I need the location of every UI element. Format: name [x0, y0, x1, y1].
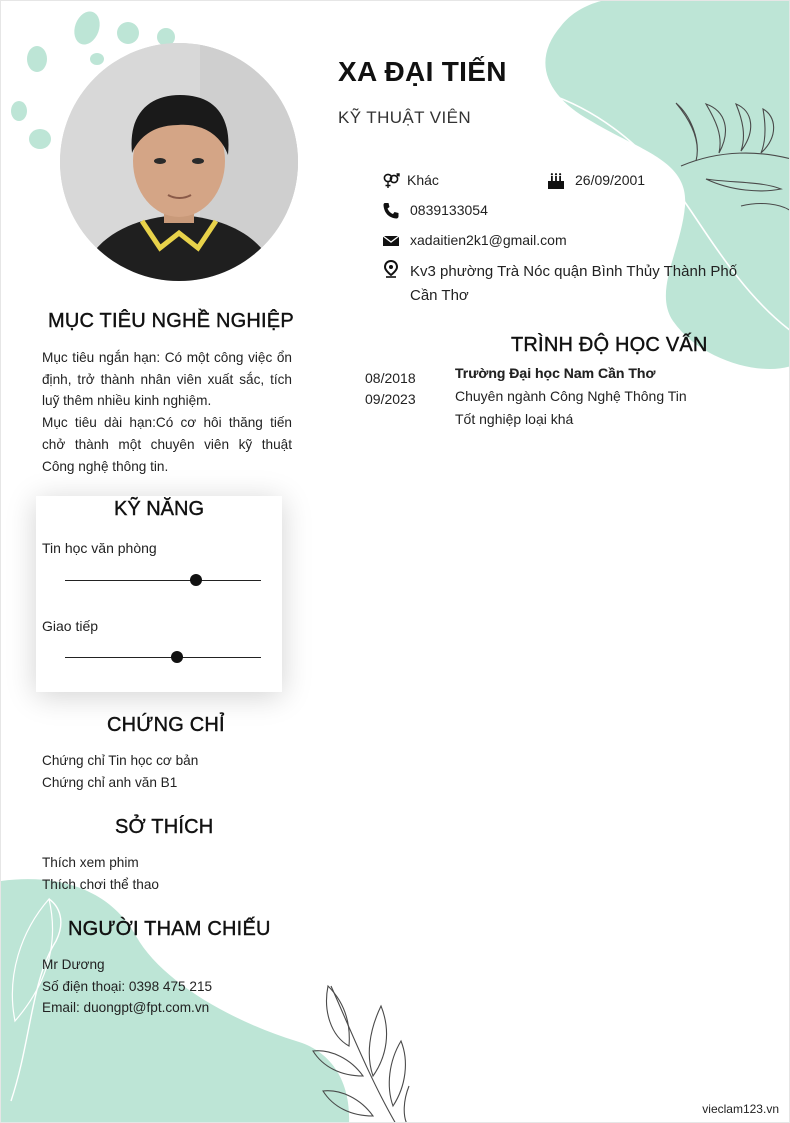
- education-title: TRÌNH ĐỘ HỌC VẤN: [511, 334, 708, 356]
- email-icon: [382, 232, 400, 250]
- birthday-cake-icon: [547, 172, 565, 190]
- phone-row: [382, 202, 488, 220]
- address-line-2: Cần Thơ: [410, 287, 469, 304]
- watermark: vieclam123.vn: [702, 1102, 779, 1116]
- objective-short-term: Mục tiêu ngắn hạn: Có một công việc ổn định, trở thành nhân viên xuất sắc, tích luỹ thêm nhiều kinh nghiệm.: [42, 350, 292, 409]
- certificate-item: Chứng chỉ anh văn B1: [42, 774, 178, 790]
- gender-icon: [382, 172, 400, 190]
- reference-phone: Số điện thoại: 0398 475 215: [42, 978, 213, 994]
- objective-title: MỤC TIÊU NGHỀ NGHIỆP: [48, 310, 294, 332]
- skill-label-office: Tin học văn phòng: [42, 540, 157, 556]
- education-result: Tốt nghiệp loại khá: [455, 411, 574, 427]
- skill-level-office: [190, 574, 202, 586]
- birthday-row: [547, 172, 645, 190]
- hobby-item: Thích xem phim: [42, 855, 139, 870]
- gender-value: Khác: [407, 172, 439, 188]
- skill-level-communication: [171, 651, 183, 663]
- address-line-1: Kv3 phường Trà Nóc quận Bình Thủy Thành Phố: [410, 263, 738, 280]
- certificates-title: CHỨNG CHỈ: [107, 714, 225, 736]
- education-end-date: 09/2023: [365, 391, 416, 407]
- candidate-name: XA ĐẠI TIẾN: [338, 56, 507, 87]
- email-value[interactable]: xadaitien2k1@gmail.com: [410, 232, 567, 248]
- profile-photo: [60, 43, 298, 281]
- reference-email: Email: duongpt@fpt.com.vn: [42, 1000, 210, 1016]
- phone-icon: [382, 202, 400, 220]
- birthday-value: 26/09/2001: [575, 172, 646, 188]
- hobbies-list: [42, 852, 159, 895]
- education-major: Chuyên ngành Công Nghệ Thông Tin: [455, 388, 687, 404]
- skill-bar-office: [65, 580, 261, 581]
- reference-name: Mr Dương: [42, 957, 105, 972]
- skills-card: [36, 496, 282, 692]
- location-pin-icon: [382, 260, 400, 278]
- address-row: [382, 260, 737, 308]
- gender-row: [382, 172, 439, 190]
- references-title: NGƯỜI THAM CHIẾU: [68, 918, 271, 940]
- skills-title: KỸ NĂNG: [113, 498, 205, 520]
- references-list: [42, 954, 212, 1019]
- hobbies-title: SỞ THÍCH: [115, 816, 214, 838]
- certificate-item: Chứng chỉ Tin học cơ bản: [42, 753, 199, 768]
- email-row: [382, 232, 567, 250]
- certificates-list: [42, 750, 198, 793]
- education-school: Trường Đại học Nam Cần Thơ: [455, 365, 656, 381]
- skill-bar-communication: [65, 657, 261, 658]
- address-value: [410, 260, 737, 308]
- education-start-date: 08/2018: [365, 370, 416, 386]
- objective-long-term: Mục tiêu dài hạn:Có cơ hôi thăng tiến chở thành một chuyên viên kỹ thuật Công nghệ thông tin.: [42, 415, 292, 474]
- skill-label-communication: Giao tiếp: [42, 618, 99, 634]
- hobby-item: Thích chơi thể thao: [42, 876, 159, 892]
- avatar-illustration: [60, 43, 298, 281]
- job-title: KỸ THUẬT VIÊN: [338, 108, 472, 127]
- objective-text: [42, 347, 292, 477]
- phone-value[interactable]: 0839133054: [410, 202, 488, 218]
